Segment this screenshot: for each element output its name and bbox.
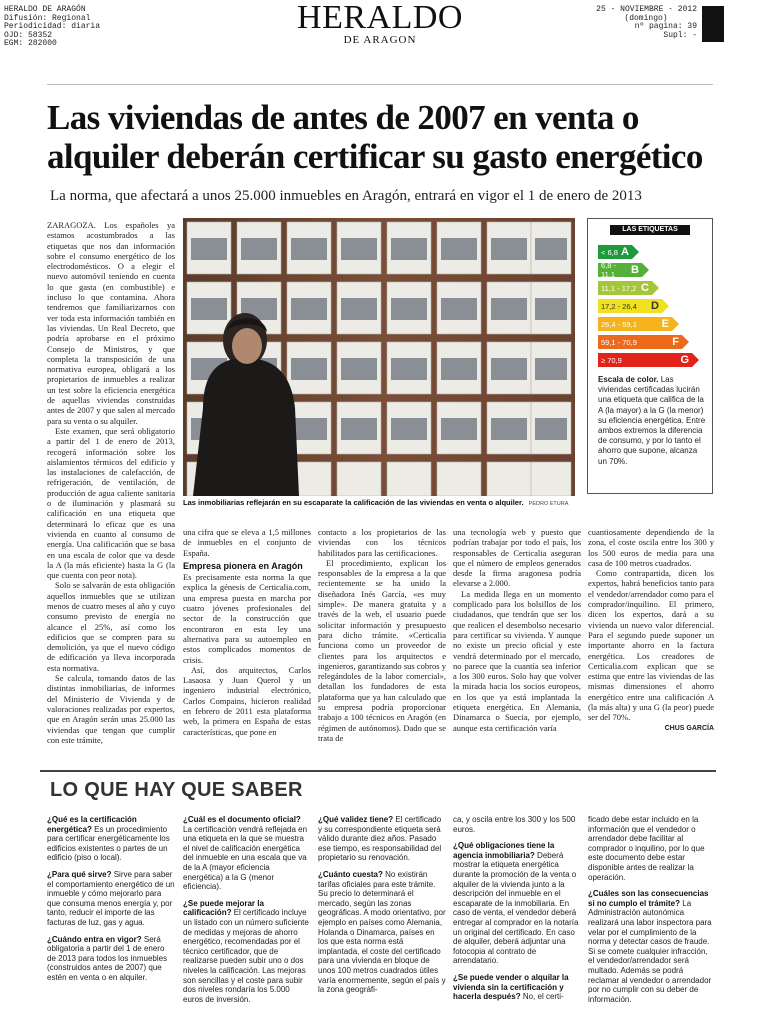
energy-label-range: 6,8 - 11,1 [601, 261, 617, 279]
energy-label-letter: E [661, 318, 669, 330]
photo [183, 218, 575, 496]
faq-answer: Deberá mostrar la etiqueta energética durante la promoción de la venta o alquiler de la vivienda junto a la descripción del inmueble en el escaparate de la inmobiliaria. En caso de venta, el vendedor deberá entregar al comprador en la notaría un original del certificado. En caso de alquiler, deberá adjuntar una fotocopia al contrato de arrendatario. [453, 850, 579, 966]
supplement: Supl: - [663, 30, 697, 40]
labels-caption [598, 375, 706, 467]
energy-label-range: 26,4 - 59,1 [601, 319, 637, 329]
energy-label-bar [598, 335, 682, 349]
labels-scale [598, 245, 712, 367]
masthead-logo [290, 0, 470, 46]
paragraph: Como contrapartida, dicen los expertos, habrá beneficios tanto para el vendedor/arrendador como para el comprador/inquilino. El primero, dicen los expertos, dará a su vivienda un nuevo valor diferencial. Para el segundo puede suponer un importante ahorro en la factura energética. Los creadores de Certicalia.com explican que se estima que entre las viviendas de las mismas dimensiones el ahorro energético entre una calificación A (la más alta) y una G (la peor) puede ser del 70%. [588, 568, 714, 723]
date-info [575, 6, 697, 40]
headline-line: Las viviendas de antes de 2007 en venta o [47, 98, 639, 137]
energy-label-letter: G [680, 354, 689, 366]
faq-item [318, 815, 446, 863]
energy-label-bar [598, 299, 662, 313]
faq-item [47, 815, 175, 863]
shop-window-photo [183, 218, 575, 496]
clipping-mark [702, 6, 724, 42]
article-column-4 [453, 527, 581, 733]
faq-item [453, 841, 581, 966]
energy-label-letter: A [621, 246, 629, 258]
source-line: EGM: 282000 [4, 39, 57, 49]
faq-answer: Será obligatoria a partir del 1 de enero de 2013 para todos los inmuebles (construidos antes de 2007) que estén en venta o en alquiler. [47, 934, 168, 982]
faq-answer: El certificado y su correspondiente etiqueta será válido durante diez años. Pasado ese tiempo, es responsabilidad del propietario su renovación. [318, 815, 442, 863]
faq-answer: La certificación vendrá reflejada en una etiqueta en la que se muestra el nivel de calificación energética del inmueble en una escala que va de la A (mayor eficiencia energética) a la G (menor eficiencia). [183, 824, 308, 892]
paragraph: La medida llega en un momento complicado para los bolsillos de los ciudadanos, que tendrán que ser los que realicen el desembolso necesario para certificar su vivienda. Y aunque no existe un precio oficial y este vendrá determinado por el mercado, no parece que la cuantía sea inferior a los 300 euros. Solo hay que volver la mirada hacia los socios europeos, en los que ya está implantada la etiqueta energética. En Alemania, Dinamarca o Suecia, por ejemplo, aunque esta certificación varía [453, 588, 581, 733]
paragraph: Se calcula, tomando datos de las distintas inmobiliarias, de informes del Ministerio de Vivienda y de valoraciones realizadas por expertos, que en Aragón serán unas 25.000 las viviendas que tengan que cumplir con este trámite, [47, 673, 175, 745]
paragraph: ZARAGOZA. Los españoles ya estamos acostumbrados a las etiquetas que nos dan información sobre el consumo energético de los electrodomésticos. O a elegir el nuevo automóvil teniendo en cuenta lo que gasta (en combustible) e incluso lo que contamina. Ahora tendremos que familiarizarnos con ver toda esta información también en las viviendas. Un Real Decreto, que podría aprobarse en el próximo Consejo de Ministros, y que completa la transposición de una normativa europea, obligará a los propietarios de inmuebles a realizar un test sobre la eficiencia energética de aquellas viviendas construidas antes de 2007 y que salen al mercado para su venta o su alquiler. [47, 220, 175, 426]
paragraph: una tecnología web y puesto que podrían trabajar por todo el país, los responsables de Certicalia aseguran que el número de empleos generados desde la firma aragonesa podría elevarse a 2.000. [453, 527, 581, 589]
article-column-5 [588, 527, 714, 734]
faq-answer: ca, y oscila entre los 300 y los 500 euros. [453, 815, 576, 834]
energy-label-bar [598, 317, 672, 331]
paragraph: Es precisamente esta norma la que explica la génesis de Certicalia.com, una empresa puesta en marcha por cuatro jóvenes profesionales del sector de la construcción que encontraron en esta ley una alternativa para su autoempleo en estos complicados momentos de crisis. [183, 572, 311, 665]
paragraph: contacto a los propietarios de las viviendas con los técnicos habilitados para las certificaciones. [318, 527, 446, 558]
paragraph: El procedimiento, explican los responsables de la empresa a la que recientemente se ha unido la diseñadora Inés García, «es muy simple». De manera gratuita y a través de la web, el usuario puede solicitar información y presupuesto para dicho trámite. «Certicalia funciona como un proveedor de clientes para los arquitectos e ingenieros, garantizando sus cobros y relegándoles de la labor comercial», detallan los fundadores de esta plataforma que ya han calculado que su empresa podría proporcionar trabajo a 100 técnicos en Aragón (en régimen de autónomos). Dado que se trata de [318, 557, 446, 743]
masthead-subtitle: DE ARAGON [343, 34, 417, 46]
weekday: (domingo) [624, 13, 668, 23]
source-line: Difusión: Regional [4, 13, 91, 23]
faq-question: ¿Se puede mejorar la calificación? [183, 898, 264, 918]
faq-item [318, 870, 446, 995]
faq-item [453, 973, 581, 1002]
energy-label-range: 59,1 - 70,9 [601, 337, 637, 347]
faq-question: ¿Qué validez tiene? [318, 815, 394, 824]
paragraph: una cifra que se eleva a 1,5 millones de inmuebles en el conjunto de España. [183, 527, 311, 558]
energy-label-bar [598, 281, 652, 295]
faq-column-5 [588, 815, 712, 1011]
faq-item [588, 815, 712, 882]
labels-caption-title: Escala de color. [598, 375, 659, 384]
faq-question: ¿Qué obligaciones tiene la agencia inmobiliaria? [453, 841, 555, 860]
energy-label-row [598, 353, 712, 367]
energy-label-row [598, 335, 712, 349]
source-info [4, 6, 174, 49]
date: 25 - NOVIEMBRE - 2012 [596, 5, 697, 14]
faq-item [453, 815, 581, 834]
energy-label-row [598, 245, 712, 259]
energy-label-range: 11,1 - 17,2 [601, 283, 637, 293]
energy-label-letter: C [641, 282, 649, 294]
photo-caption-row [183, 498, 583, 509]
energy-label-row [598, 317, 712, 331]
masthead-title: HERALDO [297, 0, 463, 36]
energy-label-range: ≥ 70,9 [601, 355, 622, 365]
headline [47, 98, 727, 176]
faq-answer: Sirve para saber el comportamiento energético de un inmueble y cómo mejorarlo para que consuma menos energía y, por tanto, reducir el importe de las facturas de luz, gas y agua. [47, 869, 175, 927]
faq-answer: La Administración autonómica realizará una labor inspectora para velar por el cumplimiento de la norma y detectar casos de fraude. Si se comete cualquier infracción, el vendedor/arrendador será multado. Además se podrá reclamar al vendedor o arrendador por no cumplir con su deber de información. [588, 898, 712, 1004]
faq-answer: No, el certi- [520, 992, 564, 1002]
paragraph: Así, dos arquitectos, Carlos Lasaosa y Juan Querol y un ingeniero industrial electrónico, Carlos Compains, hicieron realidad en febrero de 2011 esta plataforma web, la primera en España de estas características, que pone en [183, 664, 311, 737]
energy-labels-box [587, 218, 713, 494]
photo-credit: PEDRO ETURA [528, 501, 569, 507]
labels-caption-text: Las viviendas certificadas lucirán una etiqueta que califica de la A (la mayor) a la G (la menor) su eficiencia energética. Entre ambos extremos la diferencia de consumo, y por lo tanto el ahorro que supone, alcanza un 70%. [598, 375, 706, 466]
faq-item [183, 815, 311, 892]
energy-label-letter: B [631, 264, 639, 276]
article-column-2 [183, 527, 311, 737]
source-line: OJD: 58352 [4, 30, 53, 40]
energy-label-row [598, 263, 712, 277]
faq-answer: No existirán tarifas oficiales para este trámite. Su precio lo determinará el mercado, según las zonas geográficas. A modo orientativo, por ejemplo en países como Alemania, Holanda o Dinamarca, países en los que esta norma está implantada, el coste del certificado para una vivienda en bloque de unos 100 metros cuadrados útiles varía enormemente, según el país y la zona geográfi- [318, 869, 446, 995]
paragraph: cuantiosamente dependiendo de la zona, el coste oscila entre los 300 y los 500 euros de media para una casa de 100 metros cuadrados. [588, 527, 714, 568]
faq-question: ¿Se puede vender o alquilar la vivienda sin la certificación y hacerla después? [453, 972, 569, 1002]
faq-item [47, 935, 175, 983]
energy-label-row [598, 299, 712, 313]
source-line: HERALDO DE ARAGÓN [4, 5, 86, 14]
faq-question: ¿Cuáles son las consecuencias si no cumplo el trámite? [588, 889, 709, 908]
faq-question: ¿Qué es la certificación energética? [47, 815, 137, 834]
headline-line: alquiler deberán certificar su gasto energético [47, 137, 703, 176]
energy-label-bar [598, 245, 632, 259]
faq-answer: Es un procedimiento para certificar energéticamente los edificios existentes o partes de un edificio (piso o local). [47, 824, 170, 863]
faq-column-2 [183, 815, 311, 1011]
faq-column-3 [318, 815, 446, 1002]
author-byline: CHUS GARCÍA [664, 724, 714, 732]
energy-label-bar [598, 263, 642, 277]
faq-answer: El certificado incluye un listado con un número suficiente de medidas y mejoras de ahorro energético, recomendadas por el técnico certificador, que de realizarse pueden subir uno o dos niveles la calificación. Las mejoras son sencillas y el coste para subir dos niveles rondaría los 5.000 euros de inversión. [183, 908, 309, 1004]
page-number: nº pagina: 39 [634, 22, 697, 32]
energy-label-range: < 6,8 [601, 247, 618, 257]
faq-item [588, 889, 712, 1004]
source-line: Periodicidad: diaria [4, 22, 101, 32]
faq-answer: ficado debe estar incluido en la información que el vendedor o arrendador debe facilitar al comprador o inquilino, por lo que este documento debe estar disponible antes de realizar la operación. [588, 815, 705, 882]
faq-column-4 [453, 815, 581, 1009]
energy-label-range: 17,2 - 26,4 [601, 301, 637, 311]
energy-label-row [598, 281, 712, 295]
faq-question: ¿Cuál es el documento oficial? [183, 815, 301, 824]
subheadline: La norma, que afectará a unos 25.000 inmuebles en Aragón, entrará en vigor el 1 de enero de 2013 [50, 188, 642, 204]
labels-title: LAS ETIQUETAS [610, 225, 690, 235]
faq-column-1 [47, 815, 175, 990]
faq-question: ¿Para qué sirve? [47, 869, 112, 879]
section-heading: Empresa pionera en Aragón [183, 560, 303, 571]
energy-label-bar [598, 353, 692, 367]
faq-item [47, 870, 175, 928]
faq-question: ¿Cuánto cuesta? [318, 869, 383, 879]
paragraph: Este examen, que será obligatorio a partir del 1 de enero de 2013, recogerá información sobre los aislamientos térmicos del edificio y las instalaciones de calefacción, de refrigeración, de ventilación, de producción de agua caliente sanitaria o de iluminación y plasmará su calificación en una etiqueta que determinará lo eficaz que es una vivienda en cuanto al consumo de energía. Una calificación que se basa en una escala de color que va desde la A (la más eficiente) hasta la G (la que cuenta con peor nota). [47, 425, 175, 581]
energy-label-letter: D [651, 300, 659, 312]
faq-title: LO QUE HAY QUE SABER [50, 779, 303, 801]
paragraph: Solo se salvarán de esta obligación aquellos inmuebles que se utilizan menos de cuatro meses al año y cuyo consumo previsto de energía no alcance el 25%, así como los edificios que se compren para su demolición, ya que el nuevo código de edificación ya lleva incorporada esta normativa. [47, 580, 175, 673]
article-column-1 [47, 220, 175, 745]
photo-caption: Las inmobiliarias reflejarán en su escaparate la calificación de las viviendas en venta o alquiler. [183, 498, 524, 507]
header-rule [47, 84, 713, 85]
faq-question: ¿Cuándo entra en vigor? [47, 934, 142, 944]
faq-item [183, 899, 311, 1005]
article-column-3 [318, 527, 446, 743]
energy-label-letter: F [672, 336, 679, 348]
